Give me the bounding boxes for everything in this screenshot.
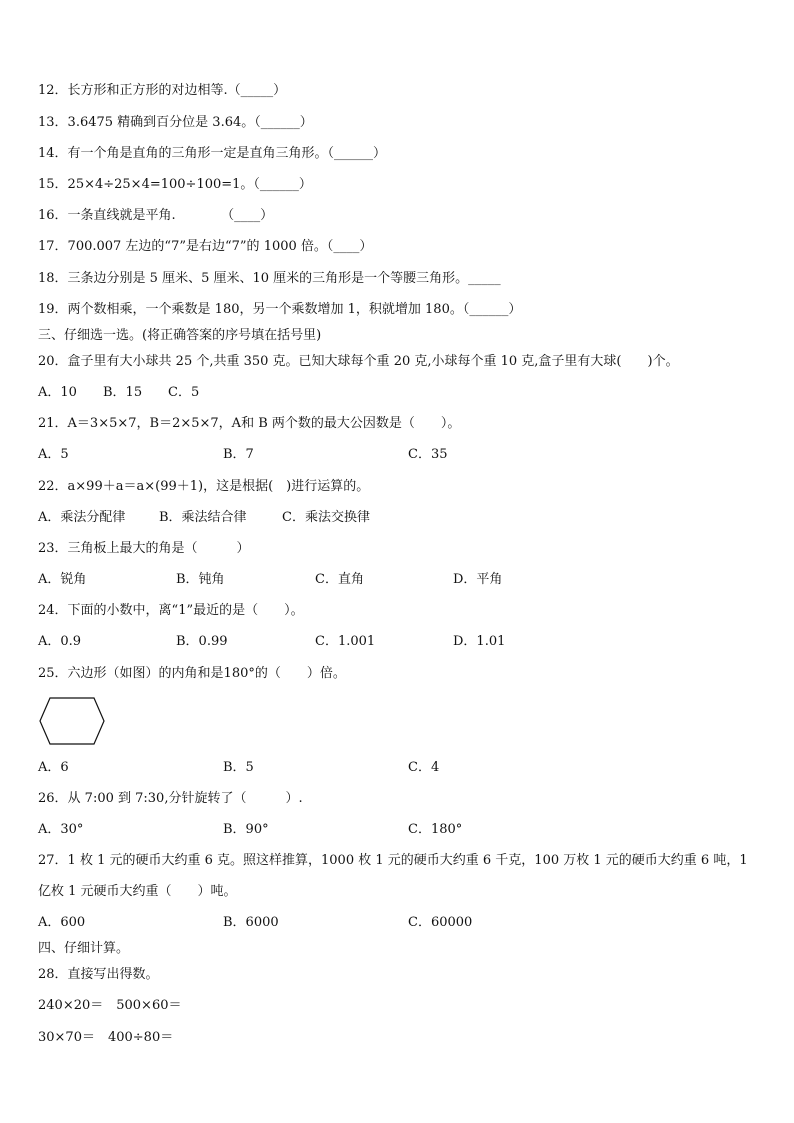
- section-3-heading: 三、仔细选一选。(将正确答案的序号填在括号里): [38, 328, 322, 343]
- question-27-line-1: 27．1 枚 1 元的硬币大约重 6 克。照这样推算，1000 枚 1 元的硬币大约重 6 千克，100 万枚 1 元的硬币大约重 6 吨，1: [38, 853, 748, 868]
- option-a: A．0.9: [38, 634, 82, 649]
- calc-row-1: 240×20＝ 500×60＝: [38, 998, 182, 1013]
- question-27-line-2: 亿枚 1 元硬币大约重（ ）吨。: [38, 884, 237, 899]
- question-21: 21．A＝3×5×7，B＝2×5×7，A和 B 两个数的最大公因数是（ ）。: [38, 416, 461, 431]
- option-d: D．1.01: [453, 634, 506, 649]
- question-23: 23．三角板上最大的角是（ ）: [38, 541, 250, 556]
- option-b: B．15: [103, 385, 143, 400]
- option-d: D．平角: [453, 572, 503, 587]
- question-17: 17．700.007 左边的“7”是右边“7”的 1000 倍。（____）: [38, 239, 373, 254]
- question-12: 12．长方形和正方形的对边相等.（_____）: [38, 83, 287, 98]
- option-a: A．锐角: [38, 572, 87, 587]
- question-16: 16．一条直线就是平角. （____）: [38, 208, 274, 223]
- option-c: C．1.001: [315, 634, 376, 649]
- hexagon-figure: [38, 696, 106, 746]
- option-c: C．乘法交换律: [282, 510, 370, 525]
- option-c: C．直角: [315, 572, 364, 587]
- question-18: 18．三条边分别是 5 厘米、5 厘米、10 厘米的三角形是一个等腰三角形。_____: [38, 271, 501, 286]
- option-b: B．90°: [223, 822, 269, 837]
- option-c: C．60000: [408, 915, 473, 930]
- option-b: B．钝角: [176, 572, 225, 587]
- option-a: A．乘法分配律: [38, 510, 126, 525]
- question-19: 19．两个数相乘，一个乘数是 180，另一个乘数增加 1，积就增加 180。（______）: [38, 302, 522, 317]
- option-a: A．5: [38, 447, 69, 462]
- section-4-heading: 四、仔细计算。: [38, 941, 130, 956]
- question-20: 20．盒子里有大小球共 25 个,共重 350 克。已知大球每个重 20 克,小球每个重 10 克,盒子里有大球( )个。: [38, 354, 679, 369]
- calc-row-2: 30×70＝ 400÷80＝: [38, 1030, 174, 1045]
- option-a: A．10: [38, 385, 77, 400]
- option-b: B．5: [223, 760, 254, 775]
- option-c: C．5: [168, 385, 200, 400]
- option-a: A．6: [38, 760, 69, 775]
- question-22: 22．a×99＋a＝a×(99＋1)，这是根据( )进行运算的。: [38, 479, 370, 494]
- question-28: 28．直接写出得数。: [38, 967, 159, 982]
- question-13: 13．3.6475 精确到百分位是 3.64。（______）: [38, 115, 313, 130]
- question-15: 15．25×4÷25×4=100÷100=1。（______）: [38, 177, 312, 192]
- option-c: C．4: [408, 760, 440, 775]
- option-b: B．6000: [223, 915, 279, 930]
- option-b: B．0.99: [176, 634, 228, 649]
- option-c: C．180°: [408, 822, 463, 837]
- option-a: A．600: [38, 915, 86, 930]
- question-14: 14．有一个角是直角的三角形一定是直角三角形。（______）: [38, 146, 387, 161]
- option-b: B．乘法结合律: [159, 510, 247, 525]
- option-b: B．7: [223, 447, 254, 462]
- option-c: C．35: [408, 447, 448, 462]
- question-25: 25．六边形（如图）的内角和是180°的（ ）倍。: [38, 666, 346, 681]
- option-a: A．30°: [38, 822, 84, 837]
- question-26: 26．从 7:00 到 7:30,分针旋转了（ ）.: [38, 791, 303, 806]
- question-24: 24．下面的小数中，离“1”最近的是（ ）。: [38, 603, 304, 618]
